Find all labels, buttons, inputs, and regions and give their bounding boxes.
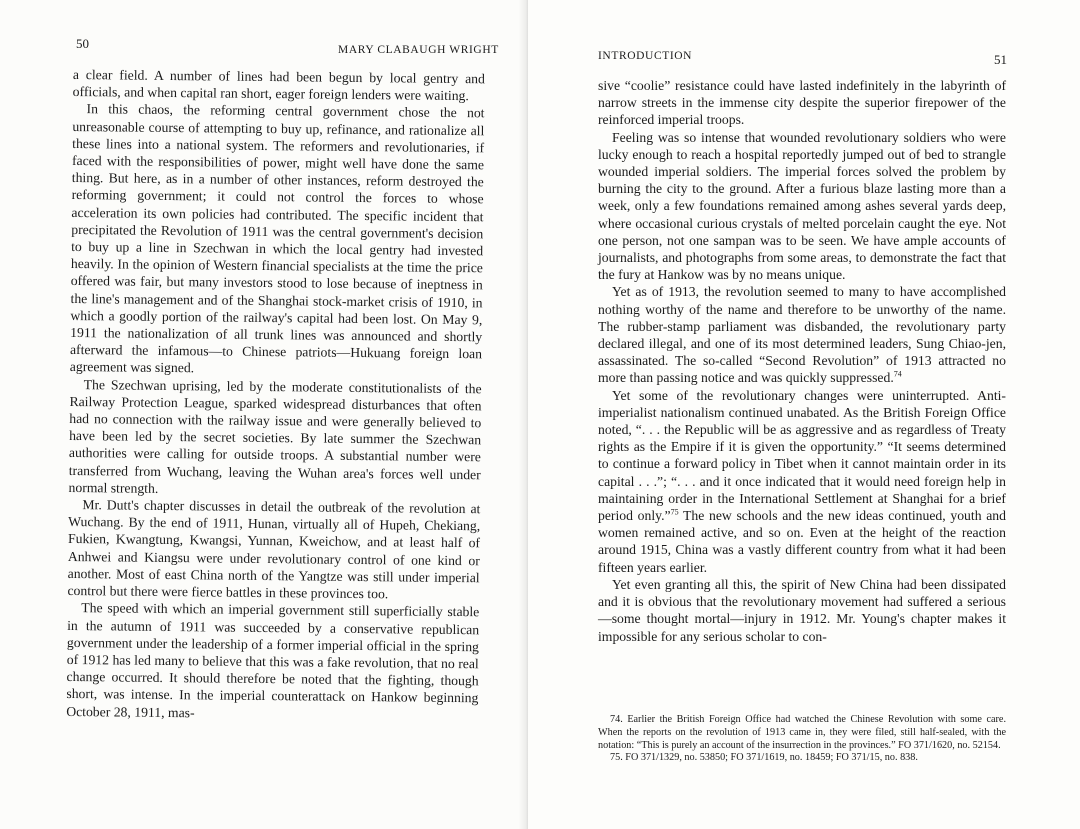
paragraph: The Szechwan uprising, led by the moderate constitutionalists of the Railway Protection League, sparked widespread disturbances that often had no connection with the railway issue and were generally believed to have been led by the secret societies. By late summer the Szechwan authorities were calling for outside troops. A substantial number were transferred from Wuchang, leaving the Wuhan area's forces well under normal strength.	[68, 376, 482, 496]
running-head-right: INTRODUCTION	[598, 50, 693, 62]
footnote-75: 75. FO 371/1329, no. 53850; FO 371/1619, no. 18459; FO 371/15, no. 838.	[610, 752, 918, 764]
paragraph: Yet even granting all this, the spirit of New China had been dissipated and it is obvious that the revolutionary movement had suffered a serious—some thought mortal—injury in 1912. Mr. Young's chapter makes it impossible for any serious scholar to con-	[598, 576, 1006, 644]
right-page	[528, 0, 1080, 829]
paragraph	[598, 387, 1006, 576]
footnote-74: 74. Earlier the British Foreign Office had watched the Chinese Revolution with some care. When the reports on the revolution of 1913 came in, they were filed, still half-sealed, with the notation: “This is purely an account of the insurrection in the provinces.” FO 371/1620, no. 52154.	[598, 714, 1006, 751]
running-head-left: MARY CLABAUGH WRIGHT	[338, 44, 499, 56]
note-ref-75: 75	[670, 507, 679, 517]
left-body-text	[66, 66, 485, 724]
page-number-left: 50	[76, 36, 89, 51]
paragraph-text: Yet some of the revolutionary changes were uninterrupted. Anti-imperialist nationalism continued unabated. As the British Foreign Office noted, “. . . the Republic will be as aggressive and as regardless of Treaty rights as the Empire if it is given the opportunity.” “It seems determined to continue a forward policy in Tibet when it cannot maintain order in its capital . . .”; “. . . and it once indicated that it would need foreign help in maintaining order in the International Settlement at Shanghai for a brief period only.”	[598, 387, 1006, 524]
left-page	[0, 0, 528, 829]
paragraph: Mr. Dutt's chapter discusses in detail the outbreak of the revolution at Wuchang. By the end of 1911, Hunan, virtually all of Hupeh, Chekiang, Fukien, Kwangtung, Kwangsi, Yunnan, Kweichow, and at least half of Anhwei and Kiangsu were under revolutionary control of one kind or another. Most of east China north of the Yangtze was still under imperial control but there were fierce battles in these provinces too.	[67, 497, 481, 602]
paragraph: In this chaos, the reforming central government chose the not unreasonable course of attempting to buy up, refinance, and rationalize all these lines into a national system. The reformers and revolutionaries, if faced with the responsibilities of power, might well have done the same thing. But here, as in a number of other instances, reform destroyed the reforming government; it could not control the forces to whose acceleration its own policies had contributed. The specific incident that precipitated the Revolution of 1911 was the central government's decision to buy up a line in Szechwan in which the local gentry had invested heavily. In the opinion of Western financial specialists at the time the price offered was fair, but many investors stood to lose because of ineptness in the line's management and of the Shanghai stock-market crisis of 1910, in which a goodly portion of the railway's capital had been lost. On May 9, 1911 the nationalization of all trunk lines was announced and shortly afterward the infamous—to Chinese patriots—Hukuang foreign loan agreement was signed.	[69, 101, 485, 376]
footnotes	[598, 714, 1006, 765]
paragraph: The speed with which an imperial government still superficially stable in the autumn of 1911 was succeeded by a conservative republican government under the leadership of a former imperial official in the spring of 1912 has led many to believe that this was a fake revolution, that no real change occurred. It should therefore be noted that the fighting, though short, was intense. In the imperial counterattack on Hankow beginning October 28, 1911, mas-	[66, 600, 480, 720]
paragraph: a clear field. A number of lines had been begun by local gentry and officials, and when capital ran short, eager foreign lenders were waiting.	[72, 66, 485, 104]
paragraph-text: Yet as of 1913, the revolution seemed to many to have accomplished nothing worthy of the name and therefore to be unworthy of the name. The rubber-stamp parliament was disbanded, the revolutionary party declared illegal, and one of its most determined leaders, Sung Chiao-jen, assassinated. The so-called “Second Revolution” of 1913 attracted no more than passing notice and was quickly suppressed.	[598, 284, 1006, 386]
paragraph-text: The new schools and the new ideas continued, youth and women remained active, and so on. Even at the height of the reaction around 1915, China was a vastly different country from what it had been fifteen years earlier.	[598, 508, 1006, 575]
paragraph	[598, 283, 1006, 386]
right-body-text	[598, 77, 1006, 645]
paragraph: sive “coolie” resistance could have lasted indefinitely in the labyrinth of narrow streets in the immense city despite the superior firepower of the reinforced imperial troops.	[598, 78, 1006, 128]
note-ref-74: 74	[893, 369, 902, 379]
page-number-right: 51	[994, 52, 1007, 67]
paragraph: Feeling was so intense that wounded revolutionary soldiers who were lucky enough to reach a hospital reportedly jumped out of bed to strangle wounded imperial soldiers. The imperial forces solved the problem by burning the city to the ground. After a furious blaze lasting more than a week, only a few foundations remained among ashes several yards deep, where occasional curious crystals of melted porcelain caught the eye. Not one person, not one sampan was to be seen. We have ample accounts of journalists, and photographs from some areas, to demonstrate the fact that the fury at Hankow was by no means unique.	[598, 129, 1006, 283]
